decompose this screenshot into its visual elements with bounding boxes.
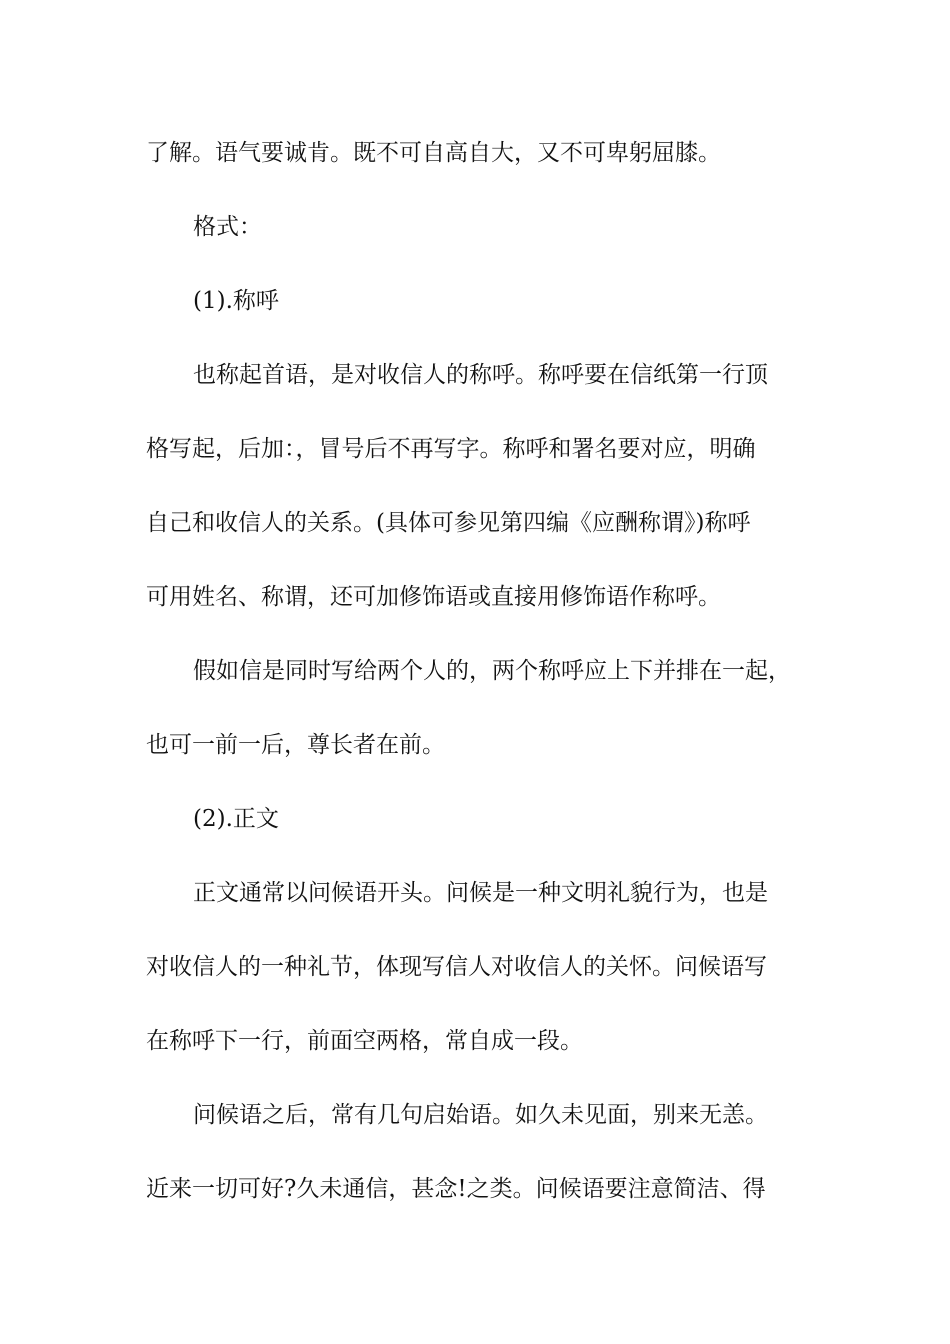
text-line: 格式：	[193, 214, 262, 240]
text-line: 了解。语气要诚肯。既不可自高自大，又不可卑躬屈膝。	[146, 140, 721, 166]
text-line: 格写起，后加：，冒号后不再写字。称呼和署名要对应，明确	[146, 436, 756, 462]
text-line: 近来一切可好?久未通信，甚念!之类。问候语要注意简洁、得	[146, 1176, 766, 1202]
text-line: 假如信是同时写给两个人的，两个称呼应上下并排在一起，	[193, 658, 791, 684]
text-line: 正文通常以问候语开头。问候是一种文明礼貌行为，也是	[193, 880, 768, 906]
text-line: 在称呼下一行，前面空两格，常自成一段。	[146, 1028, 583, 1054]
section-heading: (1).称呼	[193, 288, 279, 314]
text-line: 自己和收信人的关系。(具体可参见第四编《应酬称谓》)称呼	[146, 510, 751, 536]
text-line: 也称起首语，是对收信人的称呼。称呼要在信纸第一行顶	[193, 362, 768, 388]
text-line: 对收信人的一种礼节，体现写信人对收信人的关怀。问候语写	[146, 954, 767, 980]
text-line: 也可一前一后，尊长者在前。	[146, 732, 445, 758]
text-line: 可用姓名、称谓，还可加修饰语或直接用修饰语作称呼。	[146, 584, 721, 610]
text-line: 问候语之后，常有几句启始语。如久未见面，别来无恙。	[193, 1102, 768, 1128]
section-heading: (2).正文	[193, 806, 279, 832]
